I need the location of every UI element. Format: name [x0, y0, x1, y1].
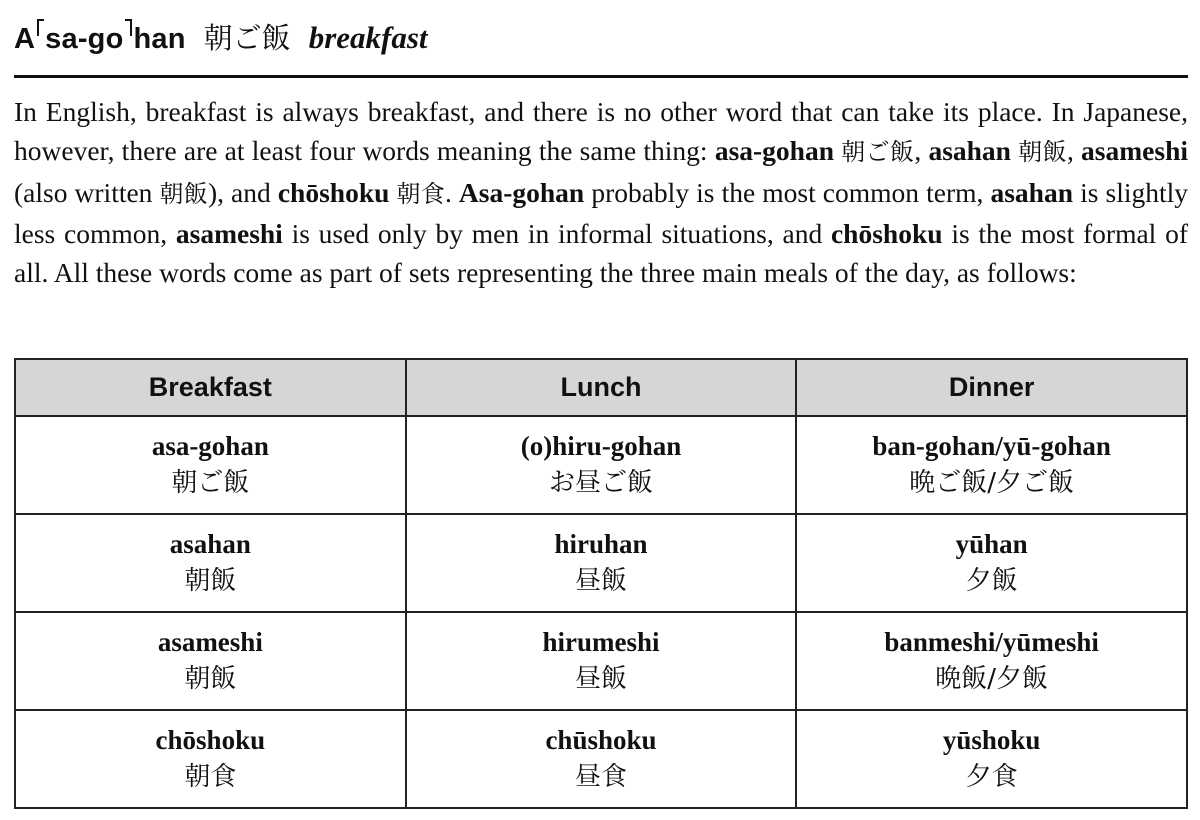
term: asameshi: [175, 217, 283, 249]
table-cell: [15, 710, 406, 808]
table-cell: [406, 514, 797, 612]
dictionary-entry: [14, 0, 1189, 792]
table-cell: [796, 416, 1187, 514]
table-row: [15, 514, 1187, 612]
cell-romaji: chōshoku: [155, 725, 266, 755]
column-header-lunch: Lunch: [406, 359, 797, 416]
term: asameshi: [1081, 135, 1188, 167]
table-cell: [796, 514, 1187, 612]
term: asahan: [990, 176, 1074, 208]
table-cell: [796, 710, 1187, 808]
heading-romaji: [14, 19, 186, 56]
paragraph-text: .: [444, 176, 459, 208]
cell-romaji: hiruhan: [554, 529, 648, 559]
cell-romaji: asahan: [169, 529, 251, 559]
table-cell: [406, 710, 797, 808]
heading-english: breakfast: [308, 20, 428, 55]
cell-kanji: 昼食: [574, 762, 627, 792]
paragraph-text: In English, breakfast is always breakfast, and there is no other word that can take its place. In Japanese, however, there are at least four words meaning the same thing:: [14, 96, 1188, 167]
heading-romaji-b: sa-go: [45, 23, 124, 55]
cell-kanji: 朝飯: [184, 664, 237, 694]
pitch-fall-mark: [125, 19, 132, 36]
column-header-breakfast: Breakfast: [15, 359, 406, 416]
cell-romaji: banmeshi/yūmeshi: [884, 627, 1099, 657]
heading-kanji: 朝ご飯: [203, 21, 291, 55]
paragraph-text: is the most formal of all. All these words come as part of sets representing the three main meals of the day, as follows:: [14, 217, 1188, 289]
cell-kanji: 朝ご飯: [171, 468, 250, 498]
heading-romaji-a: A: [14, 23, 36, 55]
table-header-row: [15, 359, 1187, 416]
cell-kanji: 朝飯: [184, 566, 237, 596]
cell-romaji: (o)hiru-gohan: [520, 431, 682, 461]
cell-kanji: 夕飯: [965, 566, 1018, 596]
cell-romaji: hirumeshi: [542, 627, 660, 657]
term: chōshoku: [830, 217, 943, 249]
term-kanji: 朝飯: [1018, 138, 1067, 167]
cell-kanji: お昼ご飯: [548, 468, 653, 498]
cell-kanji: 晩ご飯/夕ご飯: [909, 468, 1075, 498]
paragraph-text: ,: [914, 135, 929, 167]
table-row: [15, 612, 1187, 710]
entry-heading: [14, 14, 1188, 78]
cell-romaji: asameshi: [157, 627, 263, 657]
entry-paragraph: [14, 92, 1188, 292]
cell-kanji: 晩飯/夕飯: [935, 664, 1049, 694]
pitch-rise-mark: [37, 19, 44, 36]
column-header-dinner: Dinner: [796, 359, 1187, 416]
term: asa-gohan: [714, 135, 835, 167]
meals-table: [14, 358, 1188, 809]
cell-romaji: yūhan: [955, 529, 1028, 559]
term-kanji: 朝食: [396, 179, 445, 208]
term-kanji: 朝ご飯: [841, 138, 915, 167]
cell-romaji: asa-gohan: [151, 431, 269, 461]
table-cell: [15, 416, 406, 514]
term: chōshoku: [277, 176, 390, 208]
table-cell: [796, 612, 1187, 710]
paragraph-text: is slightly less common,: [14, 176, 1189, 249]
term: Asa-gohan: [458, 176, 585, 208]
table-cell: [406, 416, 797, 514]
table-row: [15, 416, 1187, 514]
paragraph-text: is used only by men in informal situations, and: [282, 217, 831, 249]
cell-kanji: 朝食: [184, 762, 237, 792]
table-cell: [15, 612, 406, 710]
cell-kanji: 昼飯: [574, 566, 627, 596]
table-cell: [15, 514, 406, 612]
term: asahan: [928, 135, 1011, 167]
cell-romaji: chūshoku: [545, 725, 657, 755]
table-cell: [406, 612, 797, 710]
paragraph-text: ,: [1066, 135, 1082, 167]
table-row: [15, 710, 1187, 808]
cell-romaji: ban-gohan/yū-gohan: [872, 431, 1111, 461]
cell-kanji: 昼飯: [574, 664, 627, 694]
paragraph-text: probably is the most common term,: [584, 176, 991, 208]
cell-kanji: 夕食: [965, 762, 1018, 792]
heading-romaji-c: han: [133, 23, 186, 55]
paragraph-text: ), and: [207, 176, 278, 208]
term-kanji: 朝飯: [159, 179, 208, 208]
paragraph-text: (also written: [14, 176, 160, 208]
cell-romaji: yūshoku: [942, 725, 1041, 755]
